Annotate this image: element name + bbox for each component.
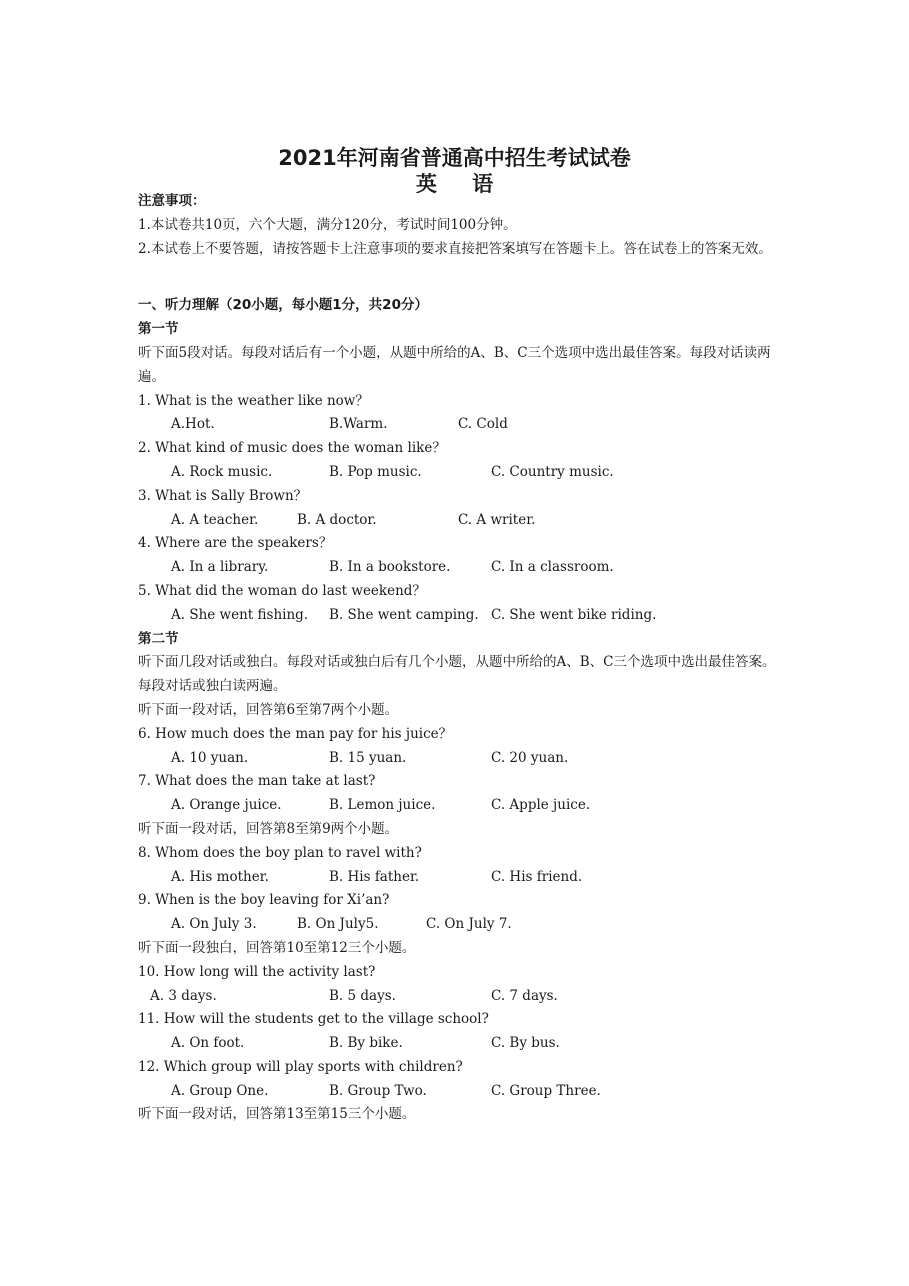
question-text: 7. What does the man take at last?: [138, 773, 376, 790]
question-options: [138, 413, 778, 437]
question-text: 8. Whom does the boy plan to ravel with?: [138, 844, 422, 861]
option-b: B. Lemon juice.: [329, 797, 436, 814]
question-text: 11. How will the students get to the village school?: [138, 1011, 489, 1028]
question-options: [138, 1032, 778, 1056]
option-b: B. In a bookstore.: [329, 559, 451, 576]
part-instruction: 听下面5段对话。每段对话后有一个小题，从题中所给的A、B、C三个选项中选出最佳答案。每段对话读两遍。: [138, 344, 771, 385]
exam-title: 2021年河南省普通高中招生考试试卷: [278, 146, 631, 170]
option-b: B. A doctor.: [297, 511, 377, 528]
part-heading: 第二节: [138, 630, 179, 647]
option-b: B. She went camping.: [329, 606, 479, 623]
question-options: [138, 556, 778, 580]
option-b: B. 15 yuan.: [329, 749, 407, 766]
option-b: B. On July5.: [297, 916, 379, 933]
dialogue-lead: 听下面一段对话，回答第8至第9两个小题。: [138, 820, 399, 837]
notice-heading: 注意事项：: [138, 193, 206, 209]
dialogue-lead: 听下面一段对话，回答第13至第15三个小题。: [138, 1106, 416, 1123]
option-b: B. Group Two.: [329, 1082, 427, 1099]
option-a: A. His mother.: [171, 868, 269, 885]
question-options: [138, 461, 778, 485]
question-options: [138, 866, 778, 890]
question-text: 4. Where are the speakers？: [138, 535, 333, 552]
option-b: B.Warm.: [329, 416, 388, 433]
question-text: 2. What kind of music does the woman like？: [138, 440, 446, 457]
option-c: C. Country music.: [491, 463, 614, 480]
question-options: [138, 1080, 778, 1104]
question-text: 5. What did the woman do last weekend？: [138, 582, 426, 599]
question-text: 6. How much does the man pay for his juice？: [138, 725, 453, 742]
option-a: A. 10 yuan.: [171, 749, 249, 766]
question-options: [138, 913, 778, 937]
section-heading: 一、听力理解（20小题，每小题1分，共20分）: [138, 297, 428, 314]
option-c: C. 20 yuan.: [491, 749, 569, 766]
option-b: B. 5 days.: [329, 987, 396, 1004]
option-b: B. By bike.: [329, 1035, 403, 1052]
option-a: A. 3 days.: [150, 987, 217, 1004]
part-instruction: 听下面几段对话或独白。每段对话或独白后有几个小题，从题中所给的A、B、C三个选项中选出最佳答案。每段对话或独白读两遍。: [138, 654, 776, 695]
question-text: 9. When is the boy leaving for Xi’an?: [138, 892, 390, 909]
exam-content: [138, 190, 778, 1127]
option-a: A. On July 3.: [171, 916, 257, 933]
option-a: A. Group One.: [171, 1082, 269, 1099]
option-c: C. Group Three.: [491, 1082, 601, 1099]
option-c: C. In a classroom.: [491, 559, 614, 576]
question-text: 10. How long will the activity last?: [138, 963, 376, 980]
question-options: [138, 985, 778, 1009]
question-options: [138, 509, 778, 533]
dialogue-lead: 听下面一段对话，回答第6至第7两个小题。: [138, 701, 399, 718]
option-a: A. In a library.: [171, 559, 269, 576]
option-a: A. She went fishing.: [171, 606, 309, 623]
exam-subject: 英 语: [415, 172, 508, 196]
option-c: C. On July 7.: [426, 916, 512, 933]
question-text: 1. What is the weather like now？: [138, 392, 369, 409]
option-c: C. Apple juice.: [491, 797, 591, 814]
option-a: A. A teacher.: [171, 511, 259, 528]
option-c: C. His friend.: [491, 868, 583, 885]
spacer: [138, 261, 778, 294]
option-c: C. By bus.: [491, 1035, 560, 1052]
option-a: A. On foot.: [171, 1035, 245, 1052]
notice-item: 2.本试卷上不要答题，请按答题卡上注意事项的要求直接把答案填写在答题卡上。答在试卷上的答案无效。: [138, 240, 772, 257]
notice-item: 1.本试卷共10页，六个大题，满分120分，考试时间100分钟。: [138, 216, 517, 233]
option-b: B. Pop music.: [329, 463, 422, 480]
question-options: [138, 794, 778, 818]
question-options: [138, 747, 778, 771]
option-c: C. Cold: [458, 416, 508, 433]
option-c: C. She went bike riding.: [491, 606, 657, 623]
question-options: [138, 604, 778, 628]
option-a: A. Rock music.: [171, 463, 273, 480]
monologue-lead: 听下面一段独白，回答第10至第12三个小题。: [138, 939, 416, 956]
option-a: A. Orange juice.: [171, 797, 282, 814]
question-text: 3. What is Sally Brown？: [138, 487, 308, 504]
option-b: B. His father.: [329, 868, 420, 885]
part-heading: 第一节: [138, 321, 179, 338]
option-c: C. 7 days.: [491, 987, 558, 1004]
option-a: A.Hot.: [171, 416, 215, 433]
question-text: 12. Which group will play sports with children?: [138, 1058, 463, 1075]
option-c: C. A writer.: [458, 511, 536, 528]
